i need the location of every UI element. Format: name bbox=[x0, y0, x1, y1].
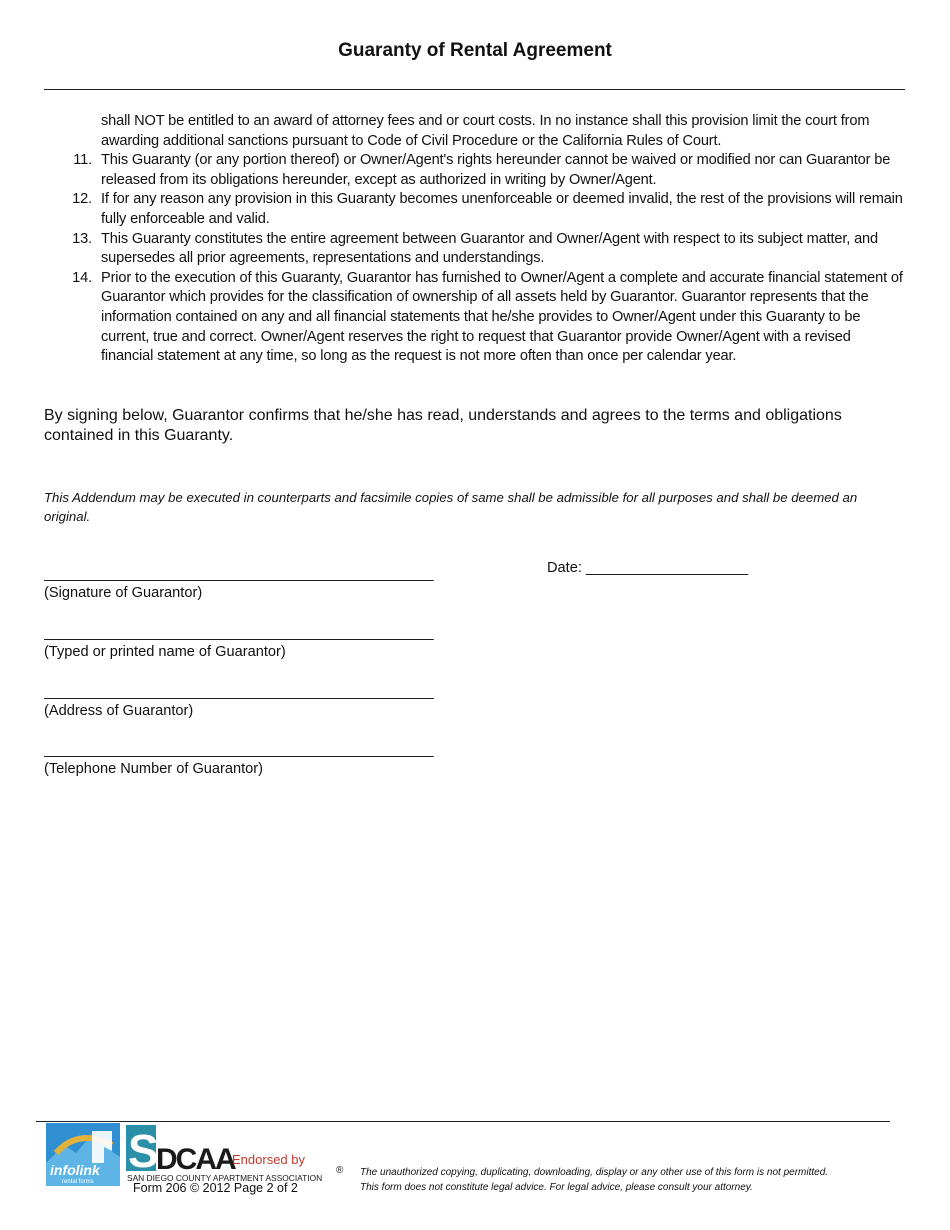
sdcaa-name-text: SAN DIEGO COUNTY APARTMENT ASSOCIATION bbox=[127, 1173, 323, 1183]
telephone-label: (Telephone Number of Guarantor) bbox=[44, 761, 264, 777]
telephone-field[interactable] bbox=[44, 741, 434, 779]
item-text: If for any reason any provision in this Guaranty becomes unenforceable or deemed invalid, the rest of the provisions will remain fully enforceable and valid. bbox=[101, 191, 903, 227]
list-item bbox=[44, 230, 906, 269]
list-item bbox=[44, 190, 906, 229]
telephone-blank-line[interactable]: ________________________________________________ bbox=[44, 742, 434, 758]
header-divider bbox=[44, 89, 905, 90]
item-number: 13. bbox=[72, 230, 92, 247]
sdcaa-logo-dcaa: DCAA bbox=[156, 1143, 235, 1176]
item-number: 11. bbox=[73, 152, 92, 169]
address-field[interactable] bbox=[44, 683, 434, 721]
footer-divider bbox=[36, 1121, 890, 1122]
item-number: 12. bbox=[72, 191, 92, 208]
printed-name-blank-line[interactable]: ________________________________________________ bbox=[44, 625, 434, 641]
form-info: Form 206 © 2012 Page 2 of 2 bbox=[133, 1181, 298, 1195]
signature-blank-line[interactable]: ________________________________________________ bbox=[44, 566, 434, 582]
endorsed-by-text: Endorsed by bbox=[232, 1152, 305, 1167]
addendum-note: This Addendum may be executed in counterparts and facsimile copies of same shall be admissible for all purposes and shall be deemed an original. bbox=[44, 490, 858, 524]
infolink-logo bbox=[46, 1123, 120, 1186]
terms-section bbox=[44, 112, 906, 367]
address-blank-line[interactable]: ________________________________________________ bbox=[44, 684, 434, 700]
continued-paragraph: shall NOT be entitled to an award of attorney fees and or court costs. In no instance shall this provision limit the court from awarding additional sanctions pursuant to Code of Civil Procedure or the California Rules of Court. bbox=[101, 113, 870, 149]
signature-field[interactable] bbox=[44, 565, 434, 603]
registered-mark: ® bbox=[336, 1165, 344, 1176]
infolink-logo-text: infolink bbox=[50, 1162, 100, 1178]
sdcaa-logo-s: S bbox=[128, 1125, 159, 1177]
sdcaa-logo bbox=[124, 1123, 346, 1185]
list-item bbox=[44, 151, 906, 190]
confirmation-statement: By signing below, Guarantor confirms that he/she has read, understands and agrees to the terms and obligations contained in this Guaranty. bbox=[44, 407, 842, 444]
item-number: 14. bbox=[72, 269, 92, 286]
printed-name-field[interactable] bbox=[44, 624, 434, 662]
signature-label: (Signature of Guarantor) bbox=[44, 585, 203, 601]
item-text: This Guaranty constitutes the entire agreement between Guarantor and Owner/Agent with respect to its subject matter, and supersedes all prior agreements, representations and understandings. bbox=[101, 230, 878, 267]
item-text: Prior to the execution of this Guaranty, Guarantor has furnished to Owner/Agent a complete and accurate financial statement of Guarantor which provides for the classification of ownership of all assets held by Guarantor. Guarantor represents that the information contained on any and all financial statements that he/she provides to Owner/Agent under this Guaranty to be current, true and correct. Owner/Agent reserves the right to request that Guarantor provide Owner/Agent with a revised financial statement at any time, so long as the request is not more often than once per calendar year. bbox=[101, 269, 903, 365]
disclaimer-line: The unauthorized copying, duplicating, downloading, display or any other use of this form is not permitted. bbox=[360, 1167, 829, 1178]
date-field[interactable]: Date: ____________________ bbox=[547, 560, 749, 576]
printed-name-label: (Typed or printed name of Guarantor) bbox=[44, 644, 286, 660]
address-label: (Address of Guarantor) bbox=[44, 703, 194, 719]
document-title: Guaranty of Rental Agreement bbox=[338, 40, 612, 61]
list-item bbox=[44, 269, 906, 367]
infolink-logo-subtext: rental forms bbox=[62, 1179, 94, 1185]
footer-disclaimer bbox=[360, 1165, 905, 1195]
item-text: This Guaranty (or any portion thereof) or Owner/Agent's rights hereunder cannot be waived or modified nor can Guarantor be released from its obligations hereunder, except as authorized in writing by Owner/Agent. bbox=[101, 152, 891, 188]
disclaimer-line: This form does not constitute legal advice. For legal advice, please consult your attorney. bbox=[360, 1182, 753, 1193]
